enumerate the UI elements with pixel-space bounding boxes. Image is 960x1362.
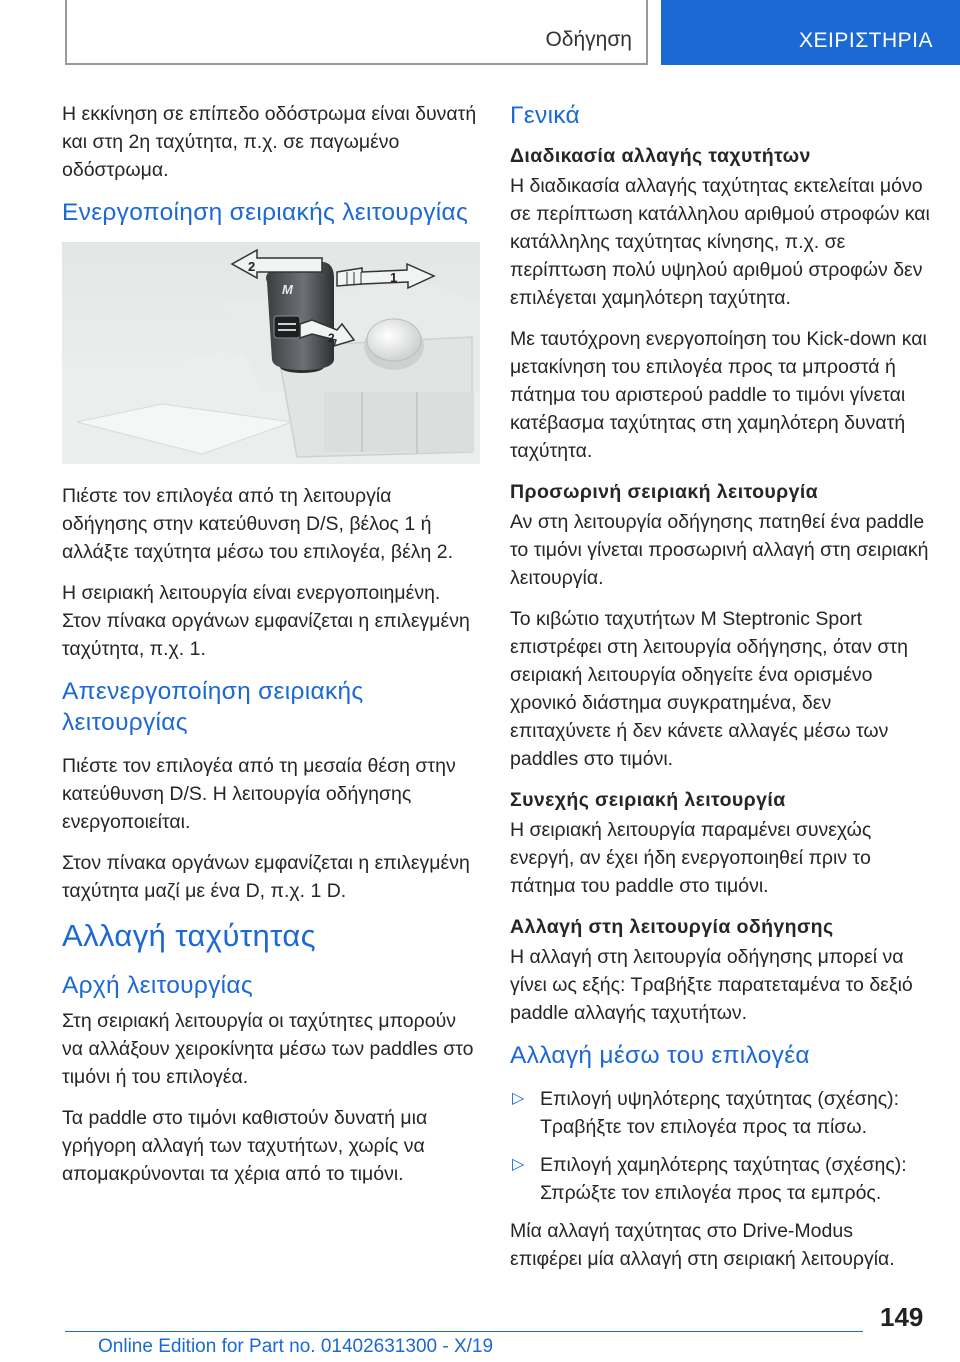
chapter-title: ΧΕΙΡΙΣΤΗΡΙΑ (799, 29, 934, 52)
list-item (510, 1085, 930, 1141)
list-item (510, 1151, 930, 1207)
triangle-right-icon: ▷ (512, 1090, 525, 1107)
procedure-paragraph-1: Η διαδικασία αλλαγής ταχύτητας εκτελείται μόνο σε περίπτωση κατάλληλου αριθμού στροφών και κατάλληλης ταχύτητας κίνησης, π.χ. σε περίπτωση πολύ υψηλού αριθμού στροφών δεν επιλέγεται χαμηλότερη ταχύτητα. (510, 175, 930, 309)
step-text: Επιλογή υψηλότερης ταχύτητας (σχέσης): Τραβήξτε τον επιλογέα προς τα πίσω. (540, 1088, 899, 1138)
selector-steps (510, 1085, 930, 1207)
left-column (62, 100, 480, 1201)
footer-divider (65, 1331, 863, 1332)
page-number: 149 (880, 1302, 924, 1332)
arrow-2b-label: 2 (328, 331, 335, 345)
header-frame (65, 0, 648, 65)
heading-via-selector: Αλλαγή μέσω του επιλογέα (510, 1042, 810, 1069)
triangle-right-icon: ▷ (512, 1156, 525, 1173)
procedure-paragraph-2: Με ταυτόχρονη ενεργοποίηση του Kick-down και μετακίνηση του επιλογέα προς τα μπροστά ή πάτημα του αριστερού paddle το τιμόνι γίνεται κατέβασμα ταχύτητας στη χαμηλότερη δυνατή ταχύτητα. (510, 328, 927, 462)
heading-deactivate-sequential: Απενεργοποίηση σειριακής λειτουργίας (62, 678, 364, 736)
principle-paragraph-1: Στη σειριακή λειτουργία οι ταχύτητες μπορούν να αλλάξουν χειροκίνητα μέσω των paddles στο τιμόνι ή του επιλογέα. (62, 1010, 474, 1088)
right-column (510, 100, 930, 1286)
temporary-paragraph-2: Το κιβώτιο ταχυτήτων M Steptronic Sport επιστρέφει στη λειτουργία οδήγησης, όταν στη σειριακή λειτουργία οδηγείτε ένα ορισμένο χρονικό διάστημα συγκρατημένα, δεν επιταχύνετε ή δεν κάνετε αλλαγές μέσω των paddles στο τιμόνι. (510, 608, 908, 770)
chapter-tab (661, 0, 960, 65)
deactivate-paragraph-1: Πιέστε τον επιλογέα από τη μεσαία θέση στην κατεύθυνση D/S. Η λειτουργία οδήγησης ενεργοποιείται. (62, 755, 456, 833)
step-text: Επιλογή χαμηλότερης ταχύτητας (σχέσης): Σπρώξτε τον επιλογέα προς τα εμπρός. (540, 1154, 907, 1204)
continuous-paragraph: Η σειριακή λειτουργία παραμένει συνεχώς ενεργή, αν έχει ήδη ενεργοποιηθεί πριν το πάτημα του paddle στο τιμόνι. (510, 819, 872, 897)
arrow-2-label: 2 (248, 259, 256, 274)
footer-edition: Online Edition for Part no. 01402631300 - X/19 (98, 1336, 494, 1357)
heading-gear-change: Αλλαγή ταχύτητας (62, 918, 316, 953)
intro-paragraph: Η εκκίνηση σε επίπεδο οδόστρωμα είναι δυνατή και στη 2η ταχύτητα, π.χ. σε παγωμένο οδόστρωμα. (62, 103, 477, 181)
switch-paragraph: Η αλλαγή στη λειτουργία οδήγησης μπορεί να γίνει ως εξής: Τραβήξτε παρατεταμένα το δεξιό paddle αλλαγής ταχυτήτων. (510, 946, 913, 1024)
section-title: Οδήγηση (545, 28, 632, 51)
gear-selector-illustration (62, 242, 480, 464)
heading-principle: Αρχή λειτουργίας (62, 972, 253, 999)
heading-general: Γενικά (510, 102, 581, 129)
heading-procedure: Διαδικασία αλλαγής ταχυτήτων (510, 145, 811, 167)
heading-temporary: Προσωρινή σειριακή λειτουργία (510, 481, 819, 503)
drive-modus-paragraph: Μία αλλαγή ταχύτητας στο Drive-Modus επιφέρει μία αλλαγή στη σειριακή λειτουργία. (510, 1220, 895, 1270)
m-logo: M (282, 282, 293, 297)
gear-selector-figure (62, 242, 480, 464)
arrow-1-label: 1 (390, 270, 398, 285)
heading-continuous: Συνεχής σειριακή λειτουργία (510, 789, 786, 811)
activate-paragraph-1: Πιέστε τον επιλογέα από τη λειτουργία οδήγησης στην κατεύθυνση D/S, βέλος 1 ή αλλάξτε ταχύτητα μέσω του επιλογέα, βέλη 2. (62, 485, 454, 563)
activate-paragraph-2: Η σειριακή λειτουργία είναι ενεργοποιημένη. Στον πίνακα οργάνων εμφανίζεται η επιλεγμένη ταχύτητα, π.χ. 1. (62, 582, 470, 660)
temporary-paragraph-1: Αν στη λειτουργία οδήγησης πατηθεί ένα paddle το τιμόνι γίνεται προσωρινή αλλαγή στη σειριακή λειτουργία. (510, 511, 929, 589)
heading-switch-drive: Αλλαγή στη λειτουργία οδήγησης (510, 916, 834, 938)
principle-paragraph-2: Τα paddle στο τιμόνι καθιστούν δυνατή μια γρήγορη αλλαγή των ταχυτήτων, χωρίς να απομακρύνονται τα χέρια από το τιμόνι. (62, 1107, 428, 1185)
heading-activate-sequential: Ενεργοποίηση σειριακής λειτουργίας (62, 199, 469, 226)
deactivate-paragraph-2: Στον πίνακα οργάνων εμφανίζεται η επιλεγμένη ταχύτητα μαζί με ένα D, π.χ. 1 D. (62, 852, 470, 902)
